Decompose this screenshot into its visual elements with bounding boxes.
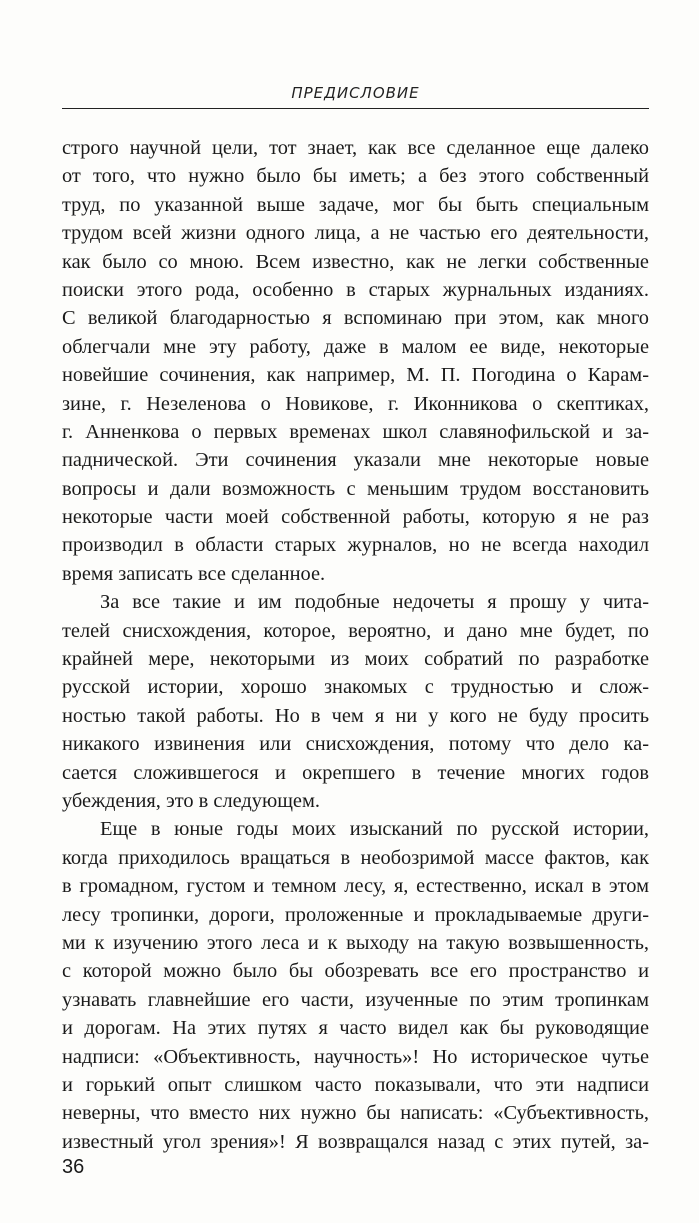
body-text [62,134,649,1156]
text-line: зине, г. Незеленова о Новикове, г. Иконникова о скептиках, [62,392,649,415]
text-line: новейшие сочинения, как например, М. П. Погодина о Карам- [62,364,649,387]
text-line: крайней мере, некоторыми из моих собратий по разработке [62,648,649,671]
text-line: За все такие и им подобные недочеты я прошу у чита- [100,591,649,614]
text-line: узнавать главнейшие его части, изученные по этим тропинкам [62,988,649,1011]
text-line: русской истории, хорошо знакомых с трудностью и слож- [62,676,649,699]
text-line: время записать все сделанное. [62,562,326,585]
text-line: в громадном, густом и темном лесу, я, естественно, искал в этом [62,875,649,898]
text-line: ностью такой работы. Но в чем я ни у кого не буду просить [62,704,649,727]
text-line: когда приходилось вращаться в необозримой массе фактов, как [62,846,649,869]
text-line: облегчали мне эту работу, даже в малом ее виде, некоторые [62,335,649,358]
text-line: паднической. Эти сочинения указали мне некоторые новые [62,449,649,472]
text-line: поиски этого рода, особенно в старых журнальных изданиях. [62,278,649,301]
text-line: убеждения, это в следующем. [62,789,320,812]
text-line: с которой можно было бы обозревать все его пространство и [62,960,649,983]
text-line: никакого извинения или снисхождения, потому что дело ка- [62,733,649,756]
text-line: труд, по указанной выше задаче, мог бы быть специальным [62,193,649,216]
text-line: г. Анненкова о первых временах школ славянофильской и за- [62,420,649,443]
running-header [62,84,649,109]
text-line: лесу тропинки, дороги, проложенные и прокладываемые други- [62,903,649,926]
text-line: сается сложившегося и окрепшего в течение многих годов [62,761,649,784]
text-line: С великой благодарностью я вспоминаю при этом, как много [62,307,649,330]
text-line: как было со мною. Всем известно, как не легки собственные [62,250,649,273]
text-line: неверны, что вместо них нужно бы написать: «Субъективность, [62,1102,649,1125]
text-line: трудом всей жизни одного лица, а не частью его деятельности, [62,222,649,245]
text-line: и горький опыт слишком часто показывали, что эти надписи [62,1073,649,1096]
text-line: и дорогам. На этих путях я часто видел как бы руководящие [62,1017,649,1040]
text-line: надписи: «Объективность, научность»! Но историческое чутье [62,1045,649,1068]
text-line: ми к изучению этого леса и к выходу на такую возвышенность, [62,931,649,954]
page-number: 36 [62,1156,85,1178]
text-line: Еще в юные годы моих изысканий по русской истории, [100,818,649,841]
text-line: строго научной цели, тот знает, как все сделанное еще далеко [62,137,649,159]
text-line: известный угол зрения»! Я возвращался назад с этих путей, за- [62,1130,649,1153]
text-line: от того, что нужно было бы иметь; а без этого собственный [62,165,649,188]
running-header-title: ПРЕДИСЛОВИЕ [291,84,420,102]
text-line: вопросы и дали возможность с меньшим трудом восстановить [62,477,649,500]
text-line: телей снисхождения, которое, вероятно, и дано мне будет, по [62,619,649,642]
text-line: производил в области старых журналов, но не всегда находил [62,534,649,557]
text-line: некоторые части моей собственной работы, которую я не раз [62,506,649,529]
